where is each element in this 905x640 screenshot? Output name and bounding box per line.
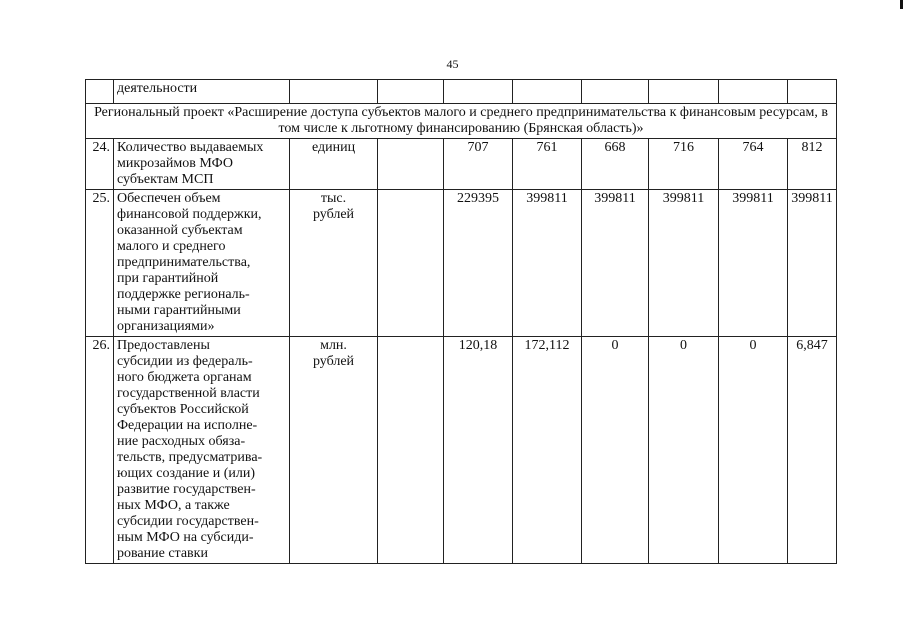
table-row	[86, 190, 837, 337]
indicator-rows	[86, 139, 837, 564]
indicator-name-line: субъектам МСП	[117, 172, 214, 187]
unit-of-measure	[290, 337, 378, 564]
indicator-name-line: организациями»	[117, 319, 215, 334]
unit-line: рублей	[312, 207, 355, 222]
cell-num	[86, 80, 114, 104]
base-value	[378, 190, 444, 337]
cell-value	[582, 80, 649, 104]
year-value: 0	[649, 337, 719, 564]
indicator-name-line: ными гарантийными	[117, 303, 241, 318]
page-number: 45	[446, 57, 459, 71]
base-value	[378, 139, 444, 190]
scan-edge-mark	[900, 0, 903, 9]
indicator-name-line: субсидии государствен-	[117, 514, 259, 529]
year-value: 716	[649, 139, 719, 190]
row-number: 24.	[86, 139, 114, 190]
year-value: 120,18	[444, 337, 513, 564]
year-value: 229395	[444, 190, 513, 337]
year-value: 172,112	[513, 337, 582, 564]
indicator-name-line: предпринимательства,	[117, 255, 251, 270]
cell-name: деятельности	[114, 80, 290, 104]
cell-unit	[290, 80, 378, 104]
cell-value	[513, 80, 582, 104]
unit-line: млн.	[320, 338, 347, 353]
indicator-name-line: Предоставлены	[117, 338, 210, 353]
year-value: 707	[444, 139, 513, 190]
indicator-name-line: субсидии из федераль-	[117, 354, 253, 369]
indicator-name-line: оказанной субъектам	[117, 223, 243, 238]
indicator-name-line: ных МФО, а также	[117, 498, 230, 513]
year-value: 399811	[582, 190, 649, 337]
indicator-name-line: государственной власти	[117, 386, 260, 401]
year-value: 0	[582, 337, 649, 564]
row-number: 26.	[86, 337, 114, 564]
unit-of-measure	[290, 190, 378, 337]
base-value	[378, 337, 444, 564]
year-value: 812	[788, 139, 837, 190]
indicators-table	[85, 79, 837, 564]
year-value: 399811	[719, 190, 788, 337]
indicator-name	[114, 190, 290, 337]
indicator-name-line: финансовой поддержки,	[117, 207, 262, 222]
indicator-name-line: рование ставки	[117, 546, 208, 561]
cell-value	[444, 80, 513, 104]
unit-line: тыс.	[320, 191, 347, 206]
table-row	[86, 337, 837, 564]
indicator-name	[114, 139, 290, 190]
indicator-name-line: ющих создание и (или)	[117, 466, 256, 481]
indicator-name-line: малого и среднего	[117, 239, 226, 254]
indicator-name-line: при гарантийной	[117, 271, 219, 286]
indicator-name-line: Обеспечен объем	[117, 191, 221, 206]
cell-base	[378, 80, 444, 104]
cell-value	[788, 80, 837, 104]
cell-value	[649, 80, 719, 104]
year-value: 761	[513, 139, 582, 190]
indicator-name-line: микрозаймов МФО	[117, 156, 233, 171]
indicator-name-line: субъектов Российской	[117, 402, 249, 417]
row-number: 25.	[86, 190, 114, 337]
indicator-name-line: ние расходных обяза-	[117, 434, 246, 449]
year-value: 764	[719, 139, 788, 190]
unit-of-measure	[290, 139, 378, 190]
year-value: 0	[719, 337, 788, 564]
unit-line: рублей	[312, 354, 355, 369]
year-value: 399811	[649, 190, 719, 337]
year-value: 399811	[513, 190, 582, 337]
indicator-name-line: ным МФО на субсиди-	[117, 530, 254, 545]
section-header-row	[86, 104, 837, 139]
indicator-name-line: тельств, предусматрива-	[117, 450, 263, 465]
year-value: 668	[582, 139, 649, 190]
unit-line: единиц	[311, 140, 356, 155]
cell-value	[719, 80, 788, 104]
indicator-name-line: поддержке региональ-	[117, 287, 250, 302]
indicator-name-line: развитие государствен-	[117, 482, 256, 497]
indicator-name-line: ного бюджета органам	[117, 370, 252, 385]
indicator-name	[114, 337, 290, 564]
year-value: 6,847	[788, 337, 837, 564]
indicator-name-line: Федерации на исполне-	[117, 418, 258, 433]
section-header: Региональный проект «Расширение доступа субъектов малого и среднего предпринимательства к финансовым ресурсам, в том числе к льготному финансированию (Брянская область)»	[86, 104, 837, 139]
indicator-name-line: Количество выдаваемых	[117, 140, 264, 155]
year-value: 399811	[788, 190, 837, 337]
continuation-row	[86, 80, 837, 104]
table-row	[86, 139, 837, 190]
